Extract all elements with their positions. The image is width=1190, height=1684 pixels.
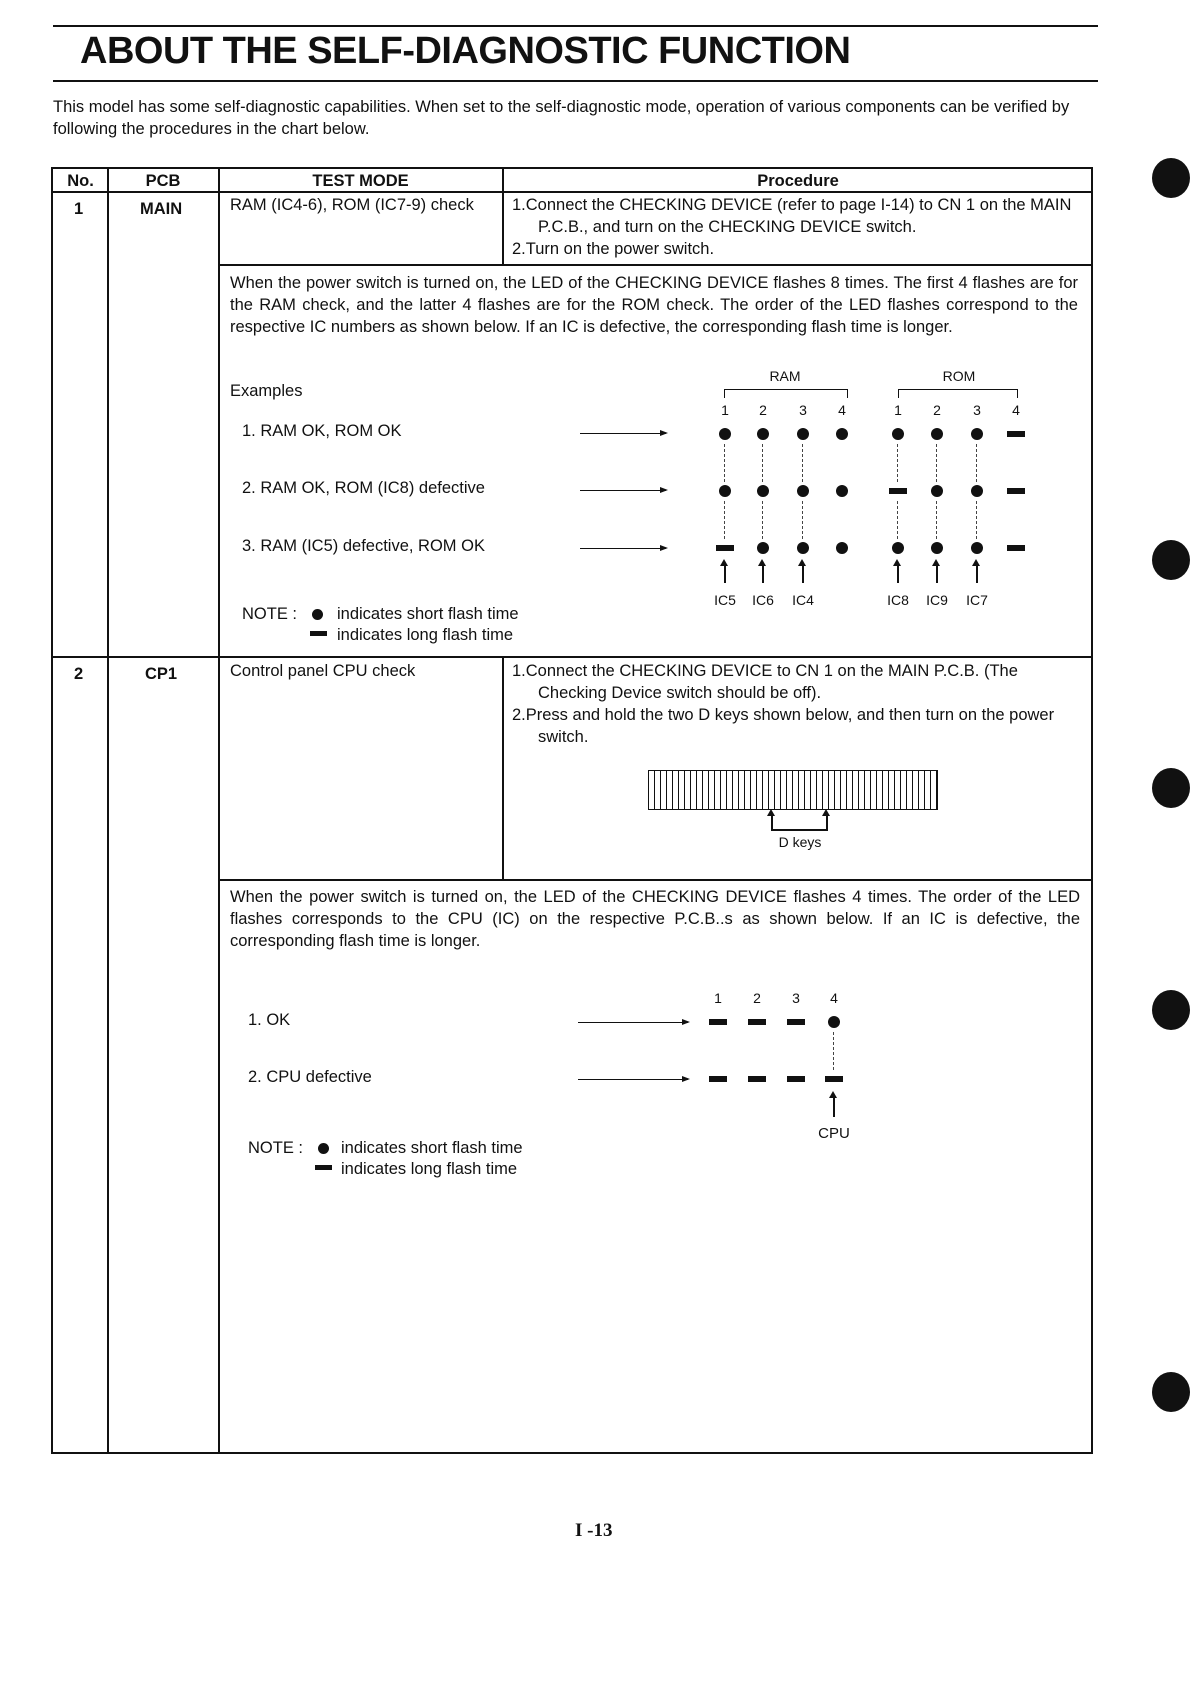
note-long-flash [315, 1165, 332, 1170]
ram-number: 3 [799, 402, 807, 418]
binder-hole [1152, 990, 1190, 1030]
ram-label: RAM [769, 368, 801, 384]
connector [762, 444, 763, 482]
binder-hole [1152, 540, 1190, 580]
binder-hole [1152, 1372, 1190, 1412]
example-3: 3. RAM (IC5) defective, ROM OK [242, 537, 485, 555]
ic-label: IC7 [966, 592, 988, 608]
ic-label: IC9 [926, 592, 948, 608]
short-flash [719, 485, 731, 497]
up-arrow [897, 565, 899, 583]
d-key-arrow [771, 815, 773, 829]
examples-label: Examples [230, 382, 303, 400]
ram-number: 4 [838, 402, 846, 418]
connector [897, 444, 898, 482]
short-flash [892, 428, 904, 440]
ram-bracket [724, 389, 848, 398]
connector [976, 444, 977, 482]
cpu-arrow [833, 1097, 835, 1117]
note-short-flash [318, 1143, 329, 1154]
row1-no: 1 [74, 200, 84, 218]
connector [724, 444, 725, 482]
header-no: No. [67, 172, 94, 190]
short-flash [892, 542, 904, 554]
row1-steps [512, 194, 1082, 260]
row2-step-2: 2.Press and hold the two D keys shown below, and then turn on the power switch. [512, 706, 1055, 746]
ic-label: IC4 [792, 592, 814, 608]
short-flash [836, 542, 848, 554]
example-1-arrow [580, 433, 666, 434]
row1-description: When the power switch is turned on, the LED of the CHECKING DEVICE flashes 8 times. The first 4 flashes are for the RAM check, and the latter 4 flashes are for the ROM check. The order of the LED flashes correspond to the respective IC numbers as shown below. If an IC is defective, the corresponding flash time is longer. [230, 274, 1078, 336]
up-arrow [976, 565, 978, 583]
short-flash [931, 428, 943, 440]
note-long-flash [310, 631, 327, 636]
rom-number: 3 [973, 402, 981, 418]
row2-example-1-arrow [578, 1022, 688, 1023]
connector [976, 501, 977, 539]
row1-note-short: indicates short flash time [337, 605, 519, 623]
short-flash [971, 542, 983, 554]
binder-hole [1152, 158, 1190, 198]
row2-example-2: 2. CPU defective [248, 1068, 372, 1086]
cpu-number: 2 [753, 990, 761, 1006]
connector [833, 1032, 834, 1070]
short-flash [836, 485, 848, 497]
header-test-mode: TEST MODE [312, 172, 409, 190]
row1-note-long: indicates long flash time [337, 626, 514, 644]
up-arrow [936, 565, 938, 583]
short-flash [757, 542, 769, 554]
cpu-label: CPU [818, 1125, 850, 1142]
long-flash [716, 545, 734, 551]
long-flash [825, 1076, 843, 1082]
row2-test-mode: Control panel CPU check [230, 662, 416, 680]
col-divider [502, 657, 504, 880]
up-arrow [724, 565, 726, 583]
connector [724, 501, 725, 539]
long-flash [709, 1076, 727, 1082]
ic-label: IC6 [752, 592, 774, 608]
rom-number: 4 [1012, 402, 1020, 418]
row2-note-label: NOTE : [248, 1139, 304, 1157]
d-key-bracket [771, 829, 828, 831]
short-flash [836, 428, 848, 440]
ic-label: IC8 [887, 592, 909, 608]
page-title: ABOUT THE SELF-DIAGNOSTIC FUNCTION [80, 30, 851, 72]
top-rule [53, 25, 1098, 27]
short-flash [719, 428, 731, 440]
row-line [218, 879, 1093, 881]
row1-step-1: 1.Connect the CHECKING DEVICE (refer to page I-14) to CN 1 on the MAIN P.C.B., and turn on the CHECKING DEVICE switch. [512, 196, 1072, 236]
row1-step-2: 2.Turn on the power switch. [512, 240, 715, 258]
long-flash [787, 1076, 805, 1082]
short-flash [931, 485, 943, 497]
connector [802, 501, 803, 539]
row2-pcb: CP1 [145, 665, 178, 683]
up-arrow [762, 565, 764, 583]
connector [802, 444, 803, 482]
connector [936, 501, 937, 539]
row2-note-long: indicates long flash time [341, 1160, 518, 1178]
long-flash [709, 1019, 727, 1025]
page-number: I -13 [575, 1520, 613, 1541]
connector [897, 501, 898, 539]
rom-number: 1 [894, 402, 902, 418]
col-divider [218, 167, 220, 1454]
row-line [218, 264, 1093, 266]
short-flash [931, 542, 943, 554]
long-flash [748, 1076, 766, 1082]
long-flash [1007, 488, 1025, 494]
long-flash [1007, 431, 1025, 437]
short-flash [971, 428, 983, 440]
row2-step-1: 1.Connect the CHECKING DEVICE to CN 1 on the MAIN P.C.B. (The Checking Device switch should be off). [512, 662, 1018, 702]
rom-label: ROM [942, 368, 976, 384]
long-flash [1007, 545, 1025, 551]
short-flash [971, 485, 983, 497]
short-flash [757, 485, 769, 497]
short-flash [797, 485, 809, 497]
cpu-number: 1 [714, 990, 722, 1006]
header-procedure: Procedure [757, 172, 839, 190]
example-2-arrow [580, 490, 666, 491]
row2-no: 2 [74, 665, 84, 683]
note-short-flash [312, 609, 323, 620]
long-flash [787, 1019, 805, 1025]
short-flash [797, 542, 809, 554]
row2-note-short: indicates short flash time [341, 1139, 523, 1157]
ic-label: IC5 [714, 592, 736, 608]
short-flash [828, 1016, 840, 1028]
row1-note-label: NOTE : [242, 605, 298, 623]
connector [762, 501, 763, 539]
binder-hole [1152, 768, 1190, 808]
up-arrow [802, 565, 804, 583]
example-1: 1. RAM OK, ROM OK [242, 422, 402, 440]
diagnostic-table [51, 167, 1093, 1454]
row2-description: When the power switch is turned on, the LED of the CHECKING DEVICE flashes 4 times. The order of the LED flashes corresponds to the CPU (IC) on the respective P.C.B..s as shown below. If an IC is defective, the corresponding flash time is longer. [230, 888, 1080, 950]
connector [936, 444, 937, 482]
cpu-number: 4 [830, 990, 838, 1006]
cpu-number: 3 [792, 990, 800, 1006]
keyboard-diagram [648, 770, 938, 810]
row-line [51, 656, 1093, 658]
row1-pcb: MAIN [140, 200, 183, 218]
short-flash [757, 428, 769, 440]
rom-number: 2 [933, 402, 941, 418]
ram-number: 1 [721, 402, 729, 418]
d-key-arrow [826, 815, 828, 829]
rom-bracket [898, 389, 1018, 398]
intro-paragraph: This model has some self-diagnostic capabilities. When set to the self-diagnostic mode, operation of various components can be verified by following the procedures in the chart below. [53, 98, 1070, 138]
d-keys-label: D keys [778, 834, 822, 850]
example-3-arrow [580, 548, 666, 549]
row2-example-2-arrow [578, 1079, 688, 1080]
example-2: 2. RAM OK, ROM (IC8) defective [242, 479, 485, 497]
long-flash [748, 1019, 766, 1025]
title-underline [53, 80, 1098, 82]
ram-number: 2 [759, 402, 767, 418]
row2-steps [512, 660, 1082, 748]
col-divider [107, 167, 109, 1454]
short-flash [797, 428, 809, 440]
header-line [51, 191, 1093, 193]
long-flash [889, 488, 907, 494]
row1-test-mode: RAM (IC4-6), ROM (IC7-9) check [230, 196, 474, 214]
row2-example-1: 1. OK [248, 1011, 291, 1029]
header-pcb: PCB [145, 172, 181, 190]
